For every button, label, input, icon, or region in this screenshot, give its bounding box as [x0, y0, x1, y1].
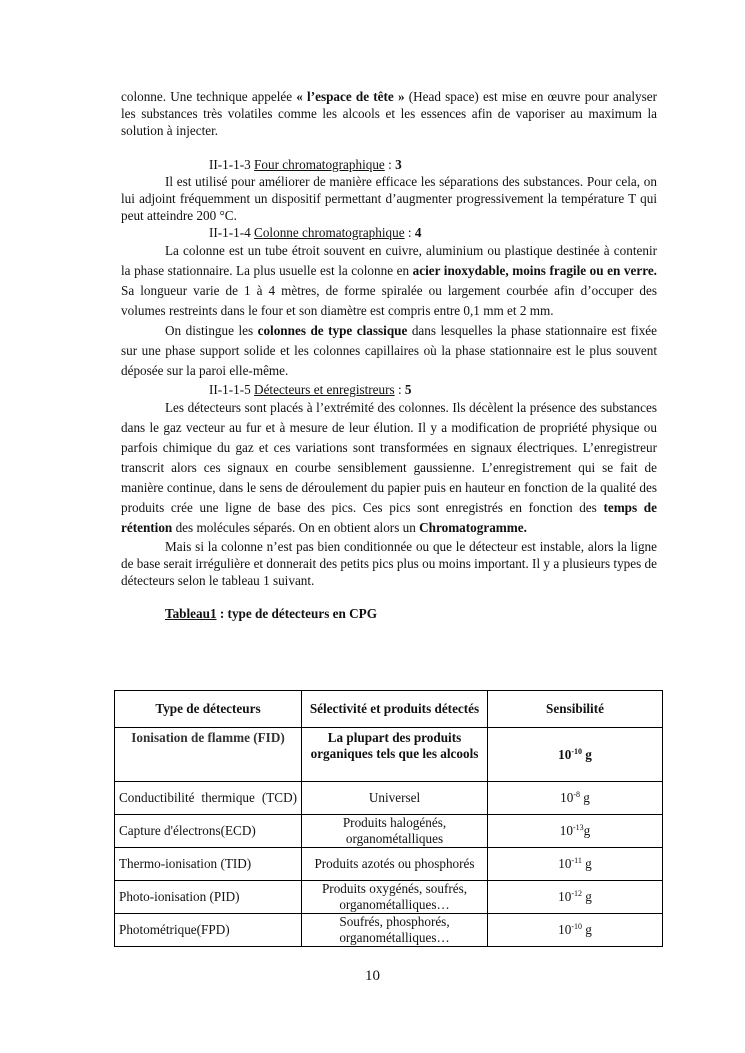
- cell-sensitivity: $10^{-10}$ g: [488, 728, 663, 782]
- cell-sensitivity: $10^{-11}$ g: [488, 848, 663, 881]
- table-row: [115, 881, 663, 914]
- header-type: Type de détecteurs: [115, 691, 302, 728]
- table-row: [115, 914, 663, 947]
- paragraph-four: Il est utilisé pour améliorer de manière efficace les séparations des substances. Pour cela, on lui adjoint fréquemment un dispositif permettant d’augmenter progressivement la température T qui peut atteindre 200 °C.: [121, 174, 657, 223]
- cell-selectivity: Produits halogénés, organométalliques: [302, 815, 488, 848]
- paragraph-instable: Mais si la colonne n’est pas bien conditionnée ou que le détecteur est instable, alors la ligne de base serait irrégulière et donnerait des petits pics plus ou moins important. Il y a plusieurs types de détecteurs selon le tableau 1 suivant.: [121, 539, 657, 588]
- header-sensitivity: Sensibilité: [488, 691, 663, 728]
- cell-sensitivity: $10^{-12}$ g: [488, 881, 663, 914]
- cell-type: Ionisation de flamme (FID): [115, 728, 302, 782]
- cell-selectivity: Produits oxygénés, soufrés, organométalliques…: [302, 881, 488, 914]
- table-row: [115, 815, 663, 848]
- paragraph-detect: Les détecteurs sont placés à l’extrémité des colonnes. Ils décèlent la présence des substances dans le gaz vecteur au fur et à mesure de leur élution. Il y a modification de propriété physique ou parfois chimique du gaz et ces variations sont transformées en signaux électriques. L’enregistreur transcrit alors ces signaux en courbe sensiblement gaussienne. L’enregistrement qui se fait de manière continue, dans le sens de déroulement du papier puis en hauteur en fonction de la qualité des produits crée une ligne de base des pics. Ces pics sont enregistrés en fonction des temps de rétention des molécules séparés. On en obtient alors un Chromatogramme.: [121, 400, 657, 535]
- paragraph-types: On distingue les colonnes de type classique dans lesquelles la phase stationnaire est fixée sur une phase support solide et les colonnes capillaires où la phase stationnaire est le plus souvent déposée sur la paroi elle-même.: [121, 323, 658, 378]
- page-body: [121, 88, 657, 622]
- cell-sensitivity: $10^{-8}$ g: [488, 782, 663, 815]
- cell-type: Thermo-ionisation (TID): [115, 848, 302, 881]
- cell-selectivity: Soufrés, phosphorés, organométalliques…: [302, 914, 488, 947]
- table-row: [115, 848, 663, 881]
- section-heading-four: II-1-1-3 Four chromatographique : 3: [209, 157, 402, 172]
- table-header-row: [115, 691, 663, 728]
- cell-type: Capture d'électrons(ECD): [115, 815, 302, 848]
- cell-type: Photométrique(FPD): [115, 914, 302, 947]
- detector-table: [114, 690, 663, 947]
- cell-selectivity: Produits azotés ou phosphorés: [302, 848, 488, 881]
- table-row: [115, 728, 663, 782]
- cell-sensitivity: $10^{-13}g$: [488, 815, 663, 848]
- header-selectivity: Sélectivité et produits détectés: [302, 691, 488, 728]
- cell-sensitivity: $10^{-10}$ g: [488, 914, 663, 947]
- table-row: [115, 782, 663, 815]
- cell-selectivity: Universel: [302, 782, 488, 815]
- cell-type: Photo-ionisation (PID): [115, 881, 302, 914]
- section-heading-detect: II-1-1-5 Détecteurs et enregistreurs : 5: [209, 382, 412, 397]
- cell-type: Conductibilité thermique (TCD): [115, 782, 302, 815]
- page-number: 10: [365, 968, 380, 984]
- section-heading-colonne: II-1-1-4 Colonne chromatographique : 4: [209, 225, 422, 240]
- table-caption: Tableau1 : type de détecteurs en CPG: [165, 606, 377, 621]
- cell-selectivity: La plupart des produits organiques tels que les alcools: [302, 728, 488, 782]
- paragraph-intro: colonne. Une technique appelée « l’espace de tête » (Head space) est mise en œuvre pour analyser les substances très volatiles comme les alcools et les essences afin de vaporiser au maximum la solution à injecter.: [121, 89, 657, 138]
- paragraph-colonne: La colonne est un tube étroit souvent en cuivre, aluminium ou plastique destinée à contenir la phase stationnaire. La plus usuelle est la colonne en acier inoxydable, moins fragile ou en verre. Sa longueur varie de 1 à 4 mètres, de forme spiralée ou largement courbée afin d’occuper des volumes restreints dans le four et son diamètre est compris entre 0,1 mm et 2 mm.: [121, 243, 657, 318]
